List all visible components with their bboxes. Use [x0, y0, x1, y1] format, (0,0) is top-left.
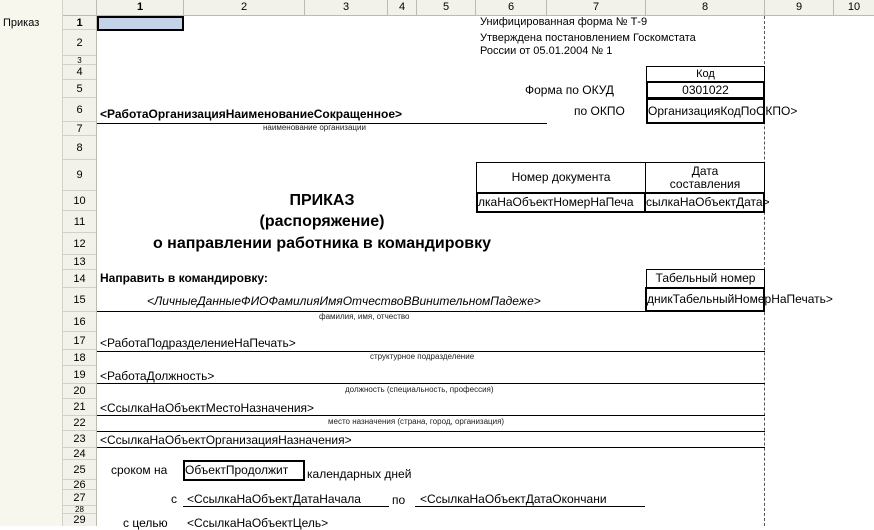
row-header-29[interactable]: 29: [73, 514, 86, 526]
row-header-24[interactable]: 24: [63, 448, 96, 460]
from-value[interactable]: <СсылкаНаОбъектДатаНачала: [187, 492, 361, 506]
row-header-20[interactable]: 20: [63, 384, 96, 399]
form-title-line3: России от 05.01.2004 № 1: [480, 45, 613, 57]
selected-cell[interactable]: [97, 16, 184, 31]
column-header-1[interactable]: 1: [97, 0, 184, 15]
row-header-8[interactable]: 8: [63, 136, 96, 160]
position-value[interactable]: <РаботаДолжность>: [100, 369, 215, 383]
row-header-13[interactable]: 13: [63, 255, 96, 270]
fio-underline: [97, 311, 765, 312]
employee-fio[interactable]: <ЛичныеДанныеФИОФамилияИмяОтчествоВВинительномПадеже>: [147, 294, 541, 308]
to-underline: [415, 506, 645, 507]
row-header-9[interactable]: 9: [63, 160, 96, 191]
destination-line-2: [97, 431, 765, 432]
group-label[interactable]: Приказ: [3, 17, 40, 29]
corner-cell[interactable]: [63, 0, 97, 15]
column-header-10[interactable]: 10: [847, 1, 861, 13]
row-header-6[interactable]: 6: [63, 98, 96, 122]
term-value: ОбъектПродолжит: [185, 463, 289, 477]
to-value[interactable]: <СсылкаНаОбъектДатаОкончани: [420, 492, 607, 506]
column-header-7[interactable]: 7: [547, 0, 646, 15]
column-header-8[interactable]: 8: [646, 0, 765, 15]
doc-date-cell[interactable]: [644, 192, 770, 213]
purpose-label: с целью: [123, 516, 168, 530]
tab-number-value: дникТабельныйНомерНаПечать>: [647, 292, 833, 306]
row-header-26[interactable]: 26: [63, 480, 96, 490]
position-underline: [97, 383, 765, 384]
order-subtitle: (распоряжение): [259, 213, 385, 230]
column-header-5[interactable]: 5: [417, 0, 476, 15]
term-label: сроком на: [111, 463, 168, 477]
row-header-23[interactable]: 23: [63, 431, 96, 448]
fio-caption: фамилия, имя, отчество: [319, 312, 410, 321]
purpose-value[interactable]: <СсылкаНаОбъектЦель>: [187, 516, 329, 530]
row-header-15[interactable]: 15: [63, 288, 96, 312]
order-description: о направлении работника в командировку: [152, 235, 492, 252]
to-label: по: [392, 493, 406, 507]
code-header-cell: Код: [646, 66, 765, 82]
row-header-22[interactable]: 22: [63, 416, 96, 431]
row-header-7[interactable]: 7: [63, 122, 96, 136]
dept-caption: структурное подразделение: [370, 352, 475, 361]
row-header-bar: [63, 16, 97, 526]
destination-underline: [97, 415, 765, 416]
okpo-label: по ОКПО: [574, 104, 625, 118]
column-header-3[interactable]: 3: [305, 0, 388, 15]
group-margin: [0, 0, 63, 526]
tab-number-header: Табельный номер: [646, 269, 765, 288]
row-header-1[interactable]: 1: [63, 16, 96, 30]
row-header-25[interactable]: 25: [63, 460, 96, 480]
form-title-line1: Унифицированная форма № Т-9: [480, 16, 648, 28]
row-header-21[interactable]: 21: [63, 399, 96, 416]
tab-number-cell[interactable]: [645, 287, 833, 312]
destination-value[interactable]: <СсылкаНаОбъектМестоНазначения>: [100, 401, 315, 415]
spreadsheet-grid[interactable]: [97, 16, 874, 530]
column-header-4[interactable]: 4: [388, 0, 417, 15]
column-header-bar: [63, 0, 874, 16]
doc-date-value: сылкаНаОбъектДата>: [646, 195, 770, 209]
row-header-28[interactable]: 28: [63, 506, 96, 514]
row-header-5[interactable]: 5: [63, 80, 96, 98]
direct-label: Направить в командировку:: [100, 271, 268, 285]
column-header-2[interactable]: 2: [184, 0, 305, 15]
doc-number-header: Номер документа: [476, 162, 646, 193]
form-title-line2: Утверждена постановлением Госкомстата: [480, 32, 696, 44]
order-title: ПРИКАЗ: [289, 192, 355, 209]
row-header-19[interactable]: 19: [63, 366, 96, 384]
doc-date-label-1: Дата: [691, 164, 719, 178]
from-underline: [183, 506, 389, 507]
from-label: с: [171, 492, 177, 506]
row-header-27[interactable]: 27: [63, 490, 96, 506]
doc-date-label-2: составления: [669, 177, 741, 191]
row-header-11[interactable]: 11: [63, 211, 96, 233]
okud-value-cell[interactable]: 0301022: [646, 81, 765, 99]
column-header-6[interactable]: 6: [476, 0, 547, 15]
term-cell[interactable]: [183, 460, 305, 481]
row-header-10[interactable]: 10: [63, 191, 96, 211]
department-value[interactable]: <РаботаПодразделениеНаПечать>: [100, 336, 296, 350]
doc-date-header: [645, 162, 765, 193]
row-header-2[interactable]: 2: [63, 30, 96, 56]
okud-label: Форма по ОКУД: [525, 83, 614, 97]
term-unit: календарных дней: [307, 467, 412, 481]
doc-number-value: лкаНаОбъектНомерНаПеча: [478, 195, 634, 209]
row-header-16[interactable]: 16: [63, 312, 96, 332]
org-caption: наименование организации: [263, 123, 366, 132]
okpo-value-cell[interactable]: [646, 98, 798, 124]
dest-org-value[interactable]: <СсылкаНаОбъектОрганизацияНазначения>: [100, 433, 352, 447]
row-header-3[interactable]: 3: [63, 56, 96, 65]
okpo-value: ОрганизацияКодПоОКПО>: [648, 104, 798, 118]
row-header-14[interactable]: 14: [63, 270, 96, 288]
destination-caption: место назначения (страна, город, организация): [328, 417, 505, 426]
row-header-17[interactable]: 17: [63, 332, 96, 350]
dest-org-underline: [97, 447, 765, 448]
org-name[interactable]: <РаботаОрганизацияНаименованиеСокращенное>: [100, 107, 403, 121]
row-header-18[interactable]: 18: [63, 350, 96, 366]
row-header-4[interactable]: 4: [63, 65, 96, 80]
position-caption: должность (специальность, профессия): [345, 385, 494, 394]
column-header-9[interactable]: 9: [765, 0, 834, 15]
row-header-12[interactable]: 12: [63, 233, 96, 255]
